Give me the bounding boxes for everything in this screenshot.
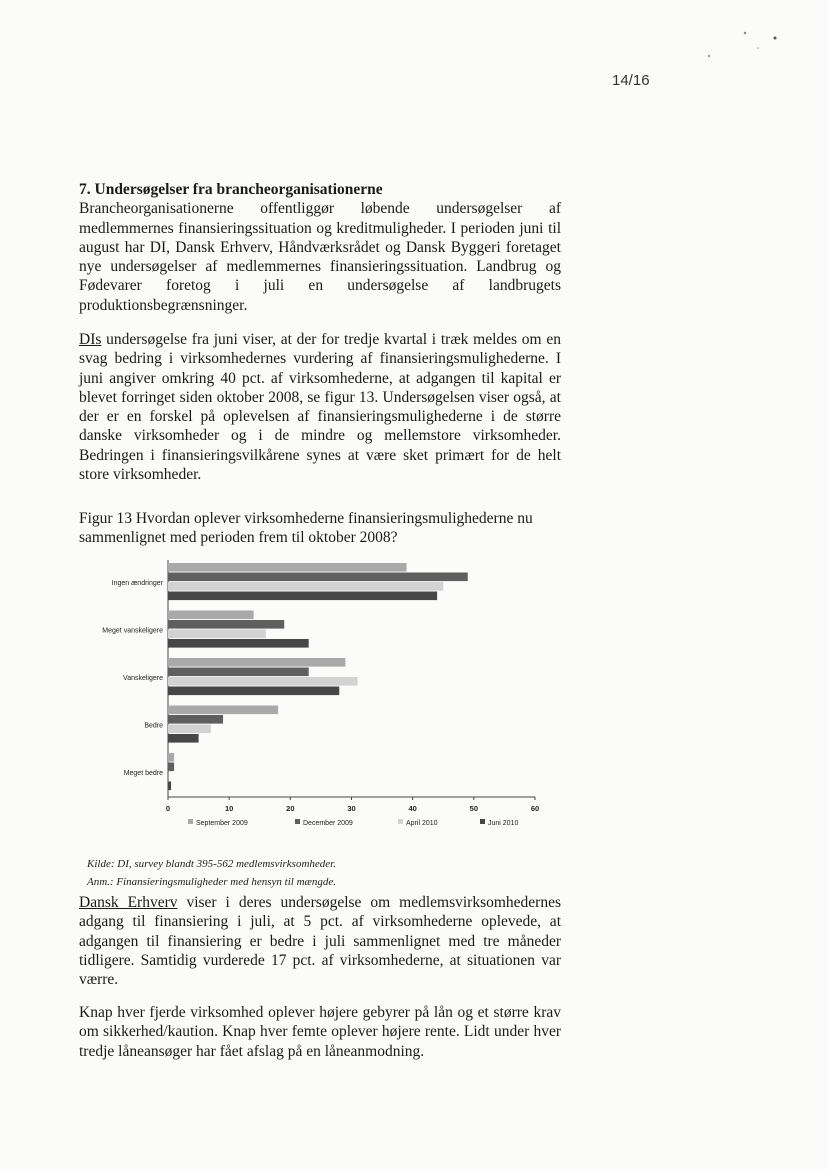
category-label: Meget bedre [123,769,163,777]
paragraph-di [79,330,561,484]
legend-swatch [295,819,300,824]
x-tick-label: 30 [347,804,356,813]
legend-swatch [398,819,403,824]
paragraph-di-text: undersøgelse fra juni viser, at der for tredje kvartal i træk meldes om en svag bedring i virksomhedernes vurdering af finansieringsmulighederne. I juni angiver omkring 40 pct. af virksomhederne, at adgangen til kapital er blevet forringet siden oktober 2008, se figur 13. Undersøgelsen viser også, at der er en forskel på oplevelsen af finansieringsmulighederne i de større danske virksomheder og i de mindre og mellemstore virksomheder. Bedringen i finansieringsvilkårene synes at være sket primært for de helt store virksomheder. [79,331,561,484]
scan-specks [700,20,800,70]
category-label: Ingen ændringer [111,579,163,587]
category-label: Vanskeligere [123,674,163,682]
dansk-erhverv-link[interactable]: Dansk Erhverv [79,894,178,911]
category-label: Meget vanskeligere [102,627,163,635]
figure-source: Kilde: DI, survey blandt 395-562 medlemsvirksomheder. [87,858,336,870]
legend-label: September 2009 [196,820,248,827]
section-di-survey [79,330,561,484]
figure-title: Figur 13 Hvordan oplever virksomhederne finansieringsmulighederne nu sammenlignet med perioden frem til oktober 2008? [79,510,533,547]
figure-note: Anm.: Finansieringsmuligheder med hensyn til mængde. [87,876,336,888]
bar [168,753,174,762]
bar [168,582,443,591]
paragraph-dansk-erhverv-text: viser i deres undersøgelse om medlemsvirksomhedernes adgang til finansiering i juli, at 5 pct. af virksomhederne oplevede, at adgangen til finansiering er bedre i juli sammenlignet med tre måneder tidligere. Samtidig vurderede 17 pct. af virksomhederne, at situationen var værre. [79,894,562,989]
section-dansk-erhverv [79,893,561,989]
bar [168,715,223,724]
bar [168,573,468,582]
bar [168,658,345,667]
legend-label: December 2009 [303,820,353,827]
page-number: 14/16 [612,72,650,89]
bar [168,630,266,639]
section-heading: 7. Undersøgelser fra brancheorganisationerne [79,181,383,198]
paragraph-dansk-erhverv [79,893,561,989]
bar [168,782,171,791]
legend-label: April 2010 [406,820,438,827]
x-tick-label: 40 [408,804,417,813]
bar [168,563,407,572]
figure-13-chart [80,555,560,835]
bar [168,677,358,686]
x-tick-label: 60 [530,804,540,813]
legend-label: Juni 2010 [488,820,519,827]
bar [168,620,284,629]
bar [168,734,199,743]
x-tick-label: 20 [286,804,295,813]
legend-swatch [480,819,485,824]
x-tick-label: 10 [224,804,234,813]
section-industry-surveys [79,180,561,315]
x-tick-label: 50 [469,804,479,813]
category-label: Bedre [144,722,163,730]
bar [168,725,211,734]
bar [168,639,309,648]
bar [168,611,254,620]
paragraph-intro: Brancheorganisationerne offentliggør løbende undersøgelser af medlemmernes finansieringssituation og kreditmuligheder. I perioden juni til august har DI, Dansk Erhverv, Håndværksrådet og Dansk Byggeri foretaget nye undersøgelser af medlemmernes finansieringssituation. Landbrug og Fødevarer foretog i juli en undersøgelse af landbrugets produktionsbegrænsninger. [79,200,561,314]
bar [168,763,174,772]
bar [168,706,278,715]
bar [168,687,339,696]
x-tick-label: 0 [165,804,171,813]
legend-swatch [188,819,193,824]
bar-chart [80,555,560,835]
di-link[interactable]: DIs [79,331,102,348]
paragraph-fees: Knap hver fjerde virksomhed oplever højere gebyrer på lån og et større krav om sikkerhed/kaution. Knap hver femte oplever højere rente. Lidt under hver tredje låneansøger har fået afslag på en låneanmodning. [79,1004,561,1060]
bar [168,592,437,601]
section-fees [79,1003,561,1061]
bar [168,668,309,677]
